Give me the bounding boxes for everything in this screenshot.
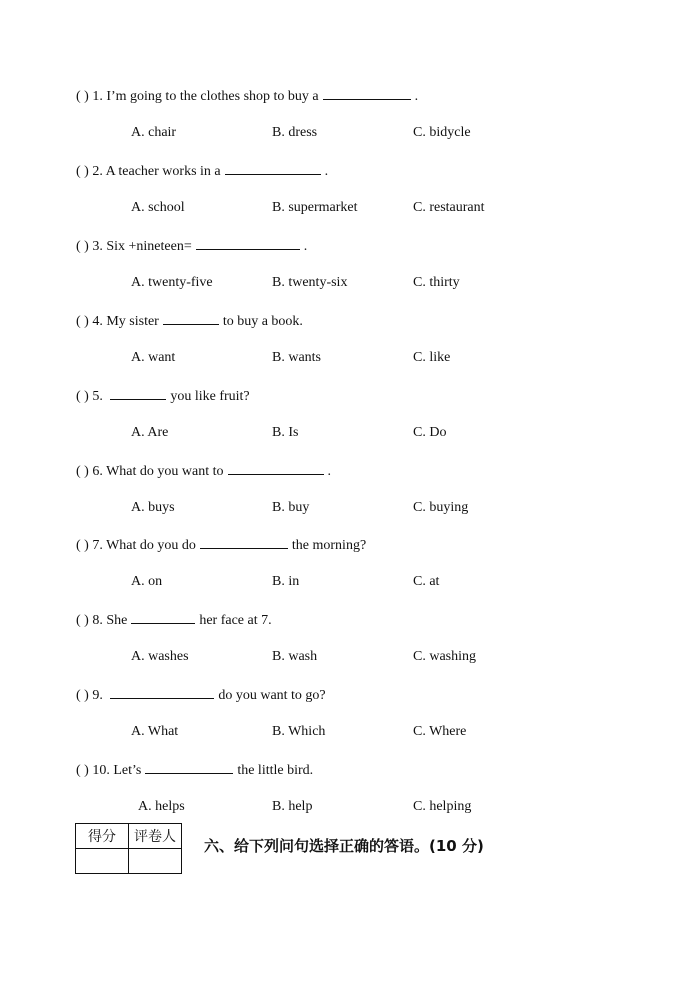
question-1: [76, 89, 418, 105]
question-text-before: What do you want to: [106, 464, 224, 479]
option-c[interactable]: C. at: [413, 574, 440, 589]
question-text-after: .: [414, 89, 419, 104]
option-b[interactable]: B. wash: [272, 649, 318, 664]
question-number[interactable]: ( ) 10.: [76, 763, 110, 778]
question-number[interactable]: ( ) 9.: [76, 688, 103, 703]
question-8: [76, 613, 272, 629]
question-text-before: Let’s: [113, 763, 142, 778]
question-text-before: She: [106, 613, 128, 628]
question-2: [76, 164, 328, 180]
question-number[interactable]: ( ) 2.: [76, 164, 103, 179]
option-c[interactable]: C. buying: [413, 500, 469, 515]
answer-blank[interactable]: [200, 547, 288, 549]
answer-blank[interactable]: [131, 622, 195, 624]
question-number[interactable]: ( ) 3.: [76, 239, 103, 254]
option-b[interactable]: B. wants: [272, 350, 321, 365]
answer-blank[interactable]: [145, 772, 233, 774]
option-b[interactable]: B. Which: [272, 724, 326, 739]
question-number[interactable]: ( ) 1.: [76, 89, 103, 104]
option-c[interactable]: C. like: [413, 350, 451, 365]
option-b[interactable]: B. Is: [272, 425, 299, 440]
score-table: [75, 823, 182, 874]
question-text-after: you like fruit?: [170, 389, 250, 404]
score-label: 得分: [76, 824, 129, 849]
answer-blank[interactable]: [225, 173, 321, 175]
question-5: [76, 389, 250, 405]
option-c[interactable]: C. Do: [413, 425, 447, 440]
option-c[interactable]: C. restaurant: [413, 200, 485, 215]
question-text-before: I’m going to the clothes shop to buy a: [106, 89, 319, 104]
option-a[interactable]: A. Are: [131, 425, 169, 440]
option-b[interactable]: B. twenty-six: [272, 275, 348, 290]
score-cell[interactable]: [76, 849, 129, 874]
option-b[interactable]: B. dress: [272, 125, 318, 140]
option-a[interactable]: A. helps: [138, 799, 185, 814]
question-text-after: the little bird.: [237, 763, 314, 778]
question-text-after: .: [324, 164, 329, 179]
question-number[interactable]: ( ) 7.: [76, 538, 103, 553]
option-b[interactable]: B. buy: [272, 500, 310, 515]
question-3: [76, 239, 307, 255]
option-c[interactable]: C. helping: [413, 799, 472, 814]
option-a[interactable]: A. school: [131, 200, 185, 215]
option-c[interactable]: C. thirty: [413, 275, 460, 290]
section-title: 六、给下列问句选择正确的答语。(10 分): [204, 837, 484, 855]
question-text-after: to buy a book.: [222, 314, 303, 329]
question-text-after: the morning?: [291, 538, 367, 553]
option-a[interactable]: A. twenty-five: [131, 275, 213, 290]
question-text-before: A teacher works in a: [105, 164, 221, 179]
grader-cell[interactable]: [129, 849, 182, 874]
question-text-after: .: [327, 464, 331, 479]
option-a[interactable]: A. want: [131, 350, 176, 365]
question-10: [76, 763, 313, 779]
question-number[interactable]: ( ) 4.: [76, 314, 103, 329]
question-number[interactable]: ( ) 8.: [76, 613, 103, 628]
question-text-after: .: [303, 239, 308, 254]
question-6: [76, 464, 331, 480]
option-a[interactable]: A. buys: [131, 500, 175, 515]
answer-blank[interactable]: [228, 473, 324, 475]
option-b[interactable]: B. supermarket: [272, 200, 358, 215]
question-text-before: Six +nineteen=: [106, 239, 192, 254]
option-c[interactable]: C. washing: [413, 649, 476, 664]
option-b[interactable]: B. in: [272, 574, 300, 589]
question-text-before: What do you do: [106, 538, 196, 553]
question-text-after: do you want to go?: [218, 688, 326, 703]
answer-blank[interactable]: [163, 323, 219, 325]
question-number[interactable]: ( ) 5.: [76, 389, 103, 404]
option-c[interactable]: C. Where: [413, 724, 467, 739]
option-a[interactable]: A. chair: [131, 125, 177, 140]
question-9: [76, 688, 326, 704]
question-number[interactable]: ( ) 6.: [76, 464, 103, 479]
answer-blank[interactable]: [110, 697, 214, 699]
answer-blank[interactable]: [110, 398, 166, 400]
option-a[interactable]: A. washes: [131, 649, 189, 664]
option-a[interactable]: A. What: [131, 724, 179, 739]
question-4: [76, 314, 303, 330]
question-text-before: My sister: [106, 314, 159, 329]
question-7: [76, 538, 366, 554]
option-a[interactable]: A. on: [131, 574, 163, 589]
answer-blank[interactable]: [196, 248, 300, 250]
grader-label: 评卷人: [129, 824, 182, 849]
question-text-after: her face at 7.: [199, 613, 272, 628]
option-b[interactable]: B. help: [272, 799, 313, 814]
answer-blank[interactable]: [323, 98, 411, 100]
option-c[interactable]: C. bidycle: [413, 125, 471, 140]
